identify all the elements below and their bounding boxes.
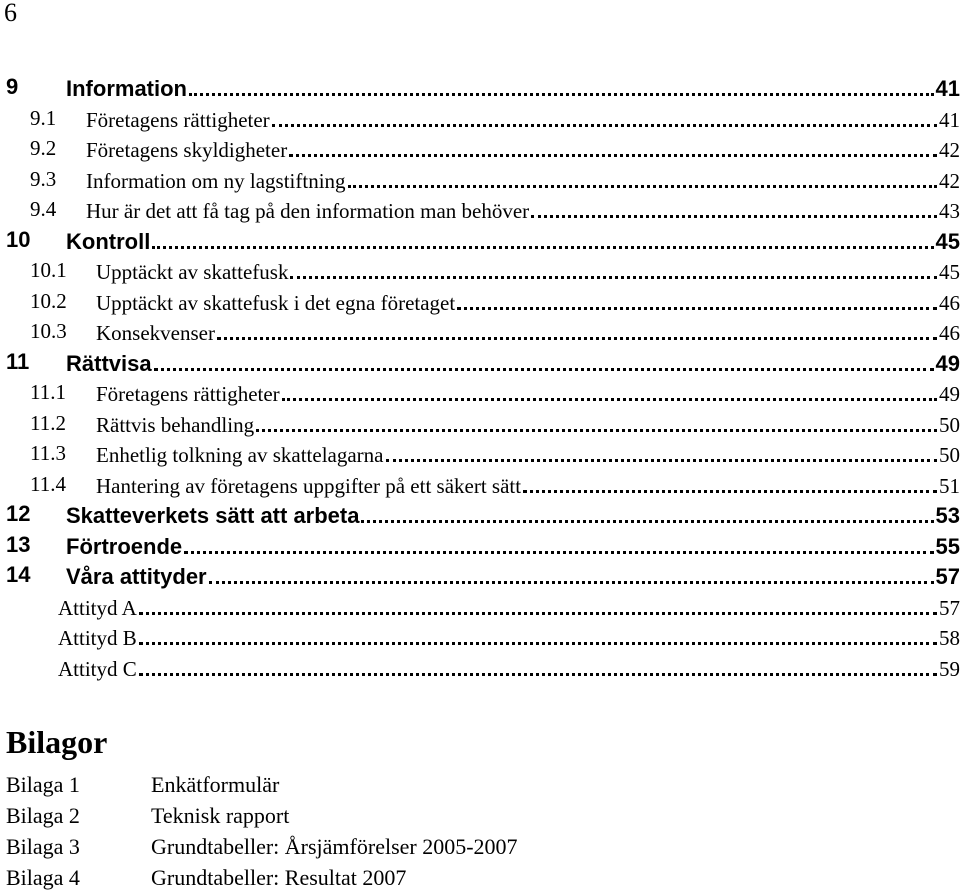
toc-page-number: 43 [939, 199, 960, 223]
toc-section-row[interactable] [0, 591, 960, 621]
toc-page-number: 57 [935, 564, 960, 589]
toc-entry-number: 9.4 [30, 197, 57, 221]
toc-dot-leader [290, 276, 937, 279]
toc-section-row[interactable] [0, 621, 960, 651]
toc-section-row[interactable] [0, 408, 960, 438]
toc-entry-title: Upptäckt av skattefusk i det egna företaget [96, 290, 456, 315]
bilaga-label: Bilaga 2 [6, 803, 80, 828]
bilaga-title: Teknisk rapport [151, 803, 290, 828]
toc-dot-leader [152, 246, 933, 249]
toc-page-number: 51 [939, 473, 960, 498]
bilaga-label: Bilaga 1 [6, 772, 80, 797]
toc-entry-title: Upptäckt av skattefusk [96, 260, 289, 284]
toc-entry-title: Attityd C [58, 656, 137, 681]
toc-entry-number: 10.3 [30, 319, 67, 343]
toc-dot-leader [184, 551, 933, 554]
toc-section-row[interactable] [0, 164, 960, 194]
toc-entry-number: 10.2 [30, 288, 67, 313]
toc-entry-title: Attityd B [58, 626, 137, 650]
toc-chapter-row[interactable] [0, 72, 960, 102]
toc-entry-number: 11.3 [30, 441, 66, 465]
toc-entry-number: 9 [6, 74, 19, 99]
toc-section-row[interactable] [0, 469, 960, 499]
toc-dot-leader [348, 185, 937, 188]
toc-entry-title: Hantering av företagens uppgifter på ett säkert sätt [96, 473, 522, 498]
toc-page-number: 53 [935, 503, 960, 528]
toc-entry-title: Våra attityder [66, 564, 207, 589]
toc-page-number: 55 [935, 533, 960, 559]
toc-entry-number: 13 [6, 531, 31, 557]
toc-entry-title: Skatteverkets sätt att arbeta [66, 503, 360, 528]
toc-chapter-row[interactable] [0, 225, 960, 255]
toc-dot-leader [457, 307, 937, 310]
bilaga-item[interactable] [6, 772, 279, 798]
toc-dot-leader [154, 368, 934, 371]
toc-section-row[interactable] [0, 377, 960, 407]
toc-section-row[interactable] [0, 438, 960, 468]
toc-section-row[interactable] [0, 316, 960, 346]
bilaga-label: Bilaga 4 [6, 865, 80, 890]
toc-page-number: 45 [935, 228, 960, 254]
toc-page-number: 46 [939, 290, 960, 315]
toc-entry-number: 14 [6, 562, 31, 587]
toc-dot-leader [361, 520, 933, 523]
toc-entry-title: Kontroll [66, 228, 151, 254]
toc-page-number: 46 [939, 321, 960, 345]
toc-entry-title: Företagens rättigheter [86, 107, 270, 132]
toc-page-number: 49 [935, 350, 960, 376]
toc-entry-number: 10 [6, 226, 31, 252]
toc-entry-number: 12 [6, 501, 31, 526]
toc-dot-leader [139, 642, 937, 645]
toc-dot-leader [523, 490, 937, 493]
toc-page-number: 59 [939, 656, 960, 681]
toc-dot-leader [209, 581, 934, 584]
toc-entry-number: 9.2 [30, 136, 57, 160]
toc-dot-leader [217, 337, 937, 340]
toc-entry-title: Information om ny lagstiftning [86, 168, 346, 193]
bilaga-item[interactable] [6, 834, 518, 860]
page-number: 6 [4, 0, 17, 27]
toc-chapter-row[interactable] [0, 560, 960, 590]
toc-entry-title: Attityd A [58, 595, 137, 620]
toc-section-row[interactable] [0, 255, 960, 285]
toc-entry-title: Enhetlig tolkning av skattelagarna [96, 443, 384, 467]
toc-entry-title: Förtroende [66, 533, 183, 559]
toc-entry-number: 9.3 [30, 166, 57, 191]
toc-entry-number: 9.1 [30, 105, 57, 130]
toc-dot-leader [139, 612, 937, 615]
toc-entry-title: Företagens skyldigheter [86, 138, 288, 162]
toc-section-row[interactable] [0, 194, 960, 224]
toc-entry-number: 11.4 [30, 471, 66, 496]
bilaga-item[interactable] [6, 803, 289, 829]
toc-entry-number: 11.1 [30, 380, 66, 404]
toc-section-row[interactable] [0, 103, 960, 133]
bilaga-label: Bilaga 3 [6, 834, 80, 859]
bilaga-item[interactable] [6, 865, 406, 891]
toc-entry-title: Konsekvenser [96, 321, 215, 345]
toc-dot-leader [289, 154, 937, 157]
toc-page-number: 57 [939, 595, 960, 620]
toc-entry-number: 10.1 [30, 258, 67, 282]
toc-dot-leader [531, 215, 937, 218]
toc-section-row[interactable] [0, 286, 960, 316]
toc-page-number: 41 [935, 76, 960, 101]
toc-entry-title: Företagens rättigheter [96, 382, 280, 406]
toc-entry-title: Rättvis behandling [96, 412, 255, 437]
toc-dot-leader [272, 124, 937, 127]
toc-section-row[interactable] [0, 652, 960, 682]
toc-dot-leader [282, 398, 937, 401]
toc-chapter-row[interactable] [0, 530, 960, 560]
toc-entry-title: Rättvisa [66, 350, 152, 376]
toc-dot-leader [189, 93, 934, 96]
toc-entry-title: Hur är det att få tag på den information man behöver [86, 199, 530, 223]
toc-page-number: 50 [939, 443, 960, 467]
toc-page-number: 42 [939, 168, 960, 193]
toc-page-number: 45 [939, 260, 960, 284]
toc-page-number: 41 [939, 107, 960, 132]
toc-page-number: 49 [939, 382, 960, 406]
toc-entry-number: 11 [6, 348, 30, 374]
toc-entry-title: Information [66, 76, 187, 101]
toc-entry-number: 11.2 [30, 410, 66, 435]
toc-page-number: 50 [939, 412, 960, 437]
toc-dot-leader [386, 459, 938, 462]
bilagor-heading: Bilagor [6, 724, 108, 760]
toc-section-row[interactable] [0, 133, 960, 163]
toc-dot-leader [256, 429, 937, 432]
bilaga-title: Grundtabeller: Resultat 2007 [151, 865, 407, 890]
toc-page-number: 42 [939, 138, 960, 162]
toc-dot-leader [139, 673, 937, 676]
toc-page-number: 58 [939, 626, 960, 650]
toc-chapter-row[interactable] [0, 499, 960, 529]
toc-chapter-row[interactable] [0, 347, 960, 377]
bilaga-title: Enkätformulär [151, 772, 280, 797]
bilaga-title: Grundtabeller: Årsjämförelser 2005-2007 [151, 834, 518, 859]
